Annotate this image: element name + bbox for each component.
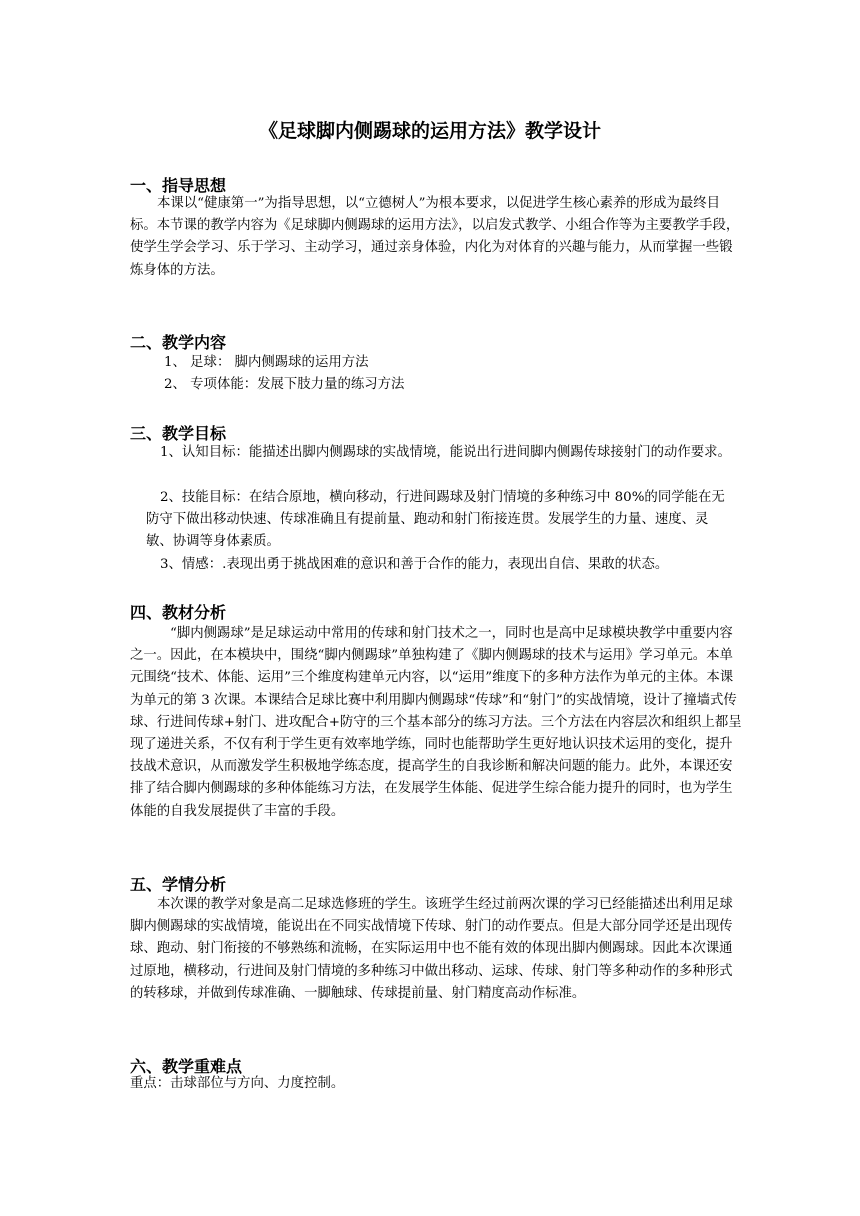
content-item-2: 2、 专项体能：发展下肢力量的练习方法 xyxy=(164,377,405,392)
heading-key-difficulties: 六、教学重难点 xyxy=(130,1057,243,1076)
goal-item-3: 3、情感：.表现出勇于挑战困难的意识和善于合作的能力，表现出自信、果敢的状态。 xyxy=(160,557,669,572)
paragraph-guiding-ideology: 本课以“健康第一”为指导思想，以“立德树人”为根本要求，以促进学生核心素养的形成为最终目标。本节课的教学内容为《足球脚内侧踢球的运用方法》，以启发式教学、小组合作等为主要教学手段，使学生学会学习、乐于学习、主动学习，通过亲身体验，内化为对体育的兴趣与能力，从而掌握一些锻炼身体的方法。 xyxy=(130,196,740,278)
heading-teaching-goals: 三、教学目标 xyxy=(130,424,227,443)
heading-material-analysis: 四、教材分析 xyxy=(130,603,227,622)
heading-student-analysis: 五、学情分析 xyxy=(130,875,227,894)
goal-item-1: 1、认知目标：能描述出脚内侧踢球的实战情境，能说出行进间脚内侧踢传球接射门的动作要求。 xyxy=(160,445,731,460)
heading-guiding-ideology: 一、指导思想 xyxy=(130,176,227,195)
document-title: 《足球脚内侧踢球的运用方法》教学设计 xyxy=(258,120,601,142)
goal-item-2: 2、技能目标：在结合原地，横向移动，行进间踢球及射门情境的多种练习中 80%的同学能在无防守下做出移动快速、传球准确且有提前量、跑动和射门衔接连贯。发展学生的力量、速度、灵敏、协调等身体素质。 xyxy=(146,490,725,550)
paragraph-material-analysis: “脚内侧踢球”是足球运动中常用的传球和射门技术之一，同时也是高中足球模块教学中重要内容之一。因此，在本模块中，围绕“脚内侧踢球”单独构建了《脚内侧踢球的技术与运用》学习单元。本单元围绕“技术、体能、运用”三个维度构建单元内容，以“运用”维度下的多种方法作为单元的主体。本课为单元的第 3 次课。本课结合足球比赛中利用脚内侧踢球“传球”和“射门”的实战情境，设计了撞墙式传球、行进间传球+射门、进攻配合+防守的三个基本部分的练习方法。三个方法在内容层次和组织上都呈现了递进关系，不仅有利于学生更有效率地学练，同时也能帮助学生更好地认识技术运用的变化，提升技战术意识，从而激发学生积极地学练态度，提高学生的自我诊断和解决问题的能力。此外，本课还安排了结合脚内侧踢球的多种体能练习方法，在发展学生体能、促进学生综合能力提升的同时，也为学生体能的自我发展提供了丰富的手段。 xyxy=(130,626,742,819)
content-item-1: 1、 足球： 脚内侧踢球的运用方法 xyxy=(164,355,369,370)
heading-teaching-content: 二、教学内容 xyxy=(130,333,227,352)
key-point-line: 重点：击球部位与方向、力度控制。 xyxy=(130,1076,345,1091)
paragraph-student-analysis: 本次课的教学对象是高二足球选修班的学生。该班学生经过前两次课的学习已经能描述出利用足球脚内侧踢球的实战情境，能说出在不同实战情境下传球、射门的动作要点。但是大部分同学还是出现传球、跑动、射门衔接的不够熟练和流畅，在实际运用中也不能有效的体现出脚内侧踢球。因此本次课通过原地，横移动，行进间及射门情境的多种练习中做出移动、运球、传球、射门等多种动作的多种形式的转移球，并做到传球准确、一脚触球、传球提前量、射门精度高动作标准。 xyxy=(130,897,733,1001)
